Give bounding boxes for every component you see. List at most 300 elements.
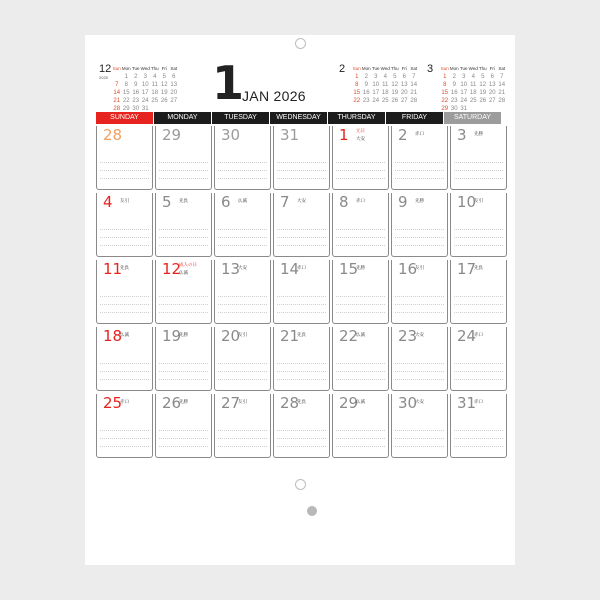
mini-day: 12: [391, 82, 399, 88]
mini-day: 17: [141, 90, 149, 96]
note-line: [100, 162, 149, 163]
note-line: [277, 170, 326, 171]
note-line: [218, 237, 267, 238]
note-line: [336, 229, 385, 230]
mini-week-row: [352, 97, 419, 105]
mini-day: 27: [170, 98, 178, 104]
mini-day: 18: [151, 90, 159, 96]
mini-day: 22: [441, 98, 449, 104]
day-cell[interactable]: [391, 394, 448, 458]
day-number: 9: [398, 193, 408, 211]
note-line: [395, 363, 444, 364]
note-line: [277, 363, 326, 364]
note-line: [336, 237, 385, 238]
note-line: [336, 446, 385, 447]
day-number: 14: [280, 260, 300, 278]
mini-day: 19: [391, 90, 399, 96]
mini-day: 31: [141, 106, 149, 112]
mini-day: 10: [372, 82, 380, 88]
weekday-sunday: SUNDAY: [96, 112, 153, 124]
calendar-page: [85, 35, 515, 565]
mini-day: 23: [362, 98, 370, 104]
day-cell[interactable]: [214, 126, 271, 190]
mini-day: 1: [355, 74, 359, 80]
mini-day: 3: [374, 74, 378, 80]
mini-grid: [352, 65, 419, 105]
note-line: [159, 296, 208, 297]
note-line: [100, 371, 149, 372]
month-title: JAN 2026: [242, 88, 306, 104]
mini-day: 24: [372, 98, 380, 104]
weekday-tuesday: TUESDAY: [212, 112, 269, 124]
day-number: 12: [162, 260, 182, 278]
rokuyo-label: 友引: [238, 332, 247, 337]
mini-day: 22: [122, 98, 130, 104]
hanging-hole: [295, 38, 306, 49]
day-number: 15: [339, 260, 359, 278]
note-line: [100, 296, 149, 297]
note-line: [395, 296, 444, 297]
note-line: [395, 245, 444, 246]
mini-day: 10: [141, 82, 149, 88]
month-number: 1: [212, 56, 245, 110]
weekday-wednesday: WEDNESDAY: [270, 112, 327, 124]
note-line: [159, 162, 208, 163]
note-line: [336, 296, 385, 297]
mini-day: 25: [151, 98, 159, 104]
day-cell[interactable]: [332, 260, 389, 324]
day-cell[interactable]: [214, 260, 271, 324]
mini-day: 28: [410, 98, 418, 104]
rokuyo-label: 先負: [120, 265, 129, 270]
mini-day: 14: [498, 82, 506, 88]
rokuyo-label: 大安: [356, 136, 365, 141]
mini-weekday: Sun: [440, 66, 449, 71]
note-line: [454, 371, 503, 372]
note-line: [159, 312, 208, 313]
rokuyo-label: 赤口: [474, 399, 483, 404]
note-line: [159, 178, 208, 179]
note-line: [336, 371, 385, 372]
mini-day: 4: [153, 74, 157, 80]
mini-day: 26: [391, 98, 399, 104]
rokuyo-label: 友引: [120, 198, 129, 203]
mini-day: 5: [162, 74, 166, 80]
mini-day: 23: [450, 98, 458, 104]
mini-day: 12: [479, 82, 487, 88]
mini-day: 20: [170, 90, 178, 96]
rokuyo-label: 仏滅: [120, 332, 129, 337]
mini-day: 11: [470, 82, 477, 88]
mini-day: 25: [381, 98, 389, 104]
note-line: [218, 245, 267, 246]
day-number: 17: [457, 260, 477, 278]
day-number: 30: [398, 394, 418, 412]
note-line: [395, 178, 444, 179]
day-cell[interactable]: [214, 193, 271, 257]
day-cell[interactable]: [214, 394, 271, 458]
mini-day: 9: [134, 82, 138, 88]
mini-day: 9: [452, 82, 456, 88]
day-cell[interactable]: [155, 394, 212, 458]
day-number: 11: [103, 260, 123, 278]
note-line: [336, 363, 385, 364]
mini-weekday: Tue: [371, 66, 380, 71]
note-line: [218, 229, 267, 230]
rokuyo-label: 先負: [179, 198, 188, 203]
mini-day: 17: [460, 90, 468, 96]
note-line: [277, 304, 326, 305]
note-line: [336, 304, 385, 305]
note-line: [395, 170, 444, 171]
note-line: [454, 430, 503, 431]
note-line: [100, 304, 149, 305]
note-line: [395, 162, 444, 163]
note-line: [277, 245, 326, 246]
day-cell[interactable]: [155, 260, 212, 324]
note-line: [218, 162, 267, 163]
mini-weekday: Mon: [361, 66, 371, 71]
note-line: [277, 312, 326, 313]
note-line: [218, 304, 267, 305]
note-line: [454, 379, 503, 380]
day-number: 7: [280, 193, 290, 211]
mini-day: 2: [452, 74, 456, 80]
day-cell[interactable]: [450, 260, 507, 324]
note-line: [100, 245, 149, 246]
day-cell[interactable]: [214, 327, 271, 391]
mini-weekday: Sat: [170, 66, 178, 71]
day-number: 6: [221, 193, 231, 211]
day-cell[interactable]: [96, 327, 153, 391]
mini-day: 22: [353, 98, 361, 104]
mini-day: 16: [450, 90, 458, 96]
mini-weekday-row: [112, 65, 179, 73]
note-line: [277, 379, 326, 380]
mini-day: 1: [124, 74, 128, 80]
rokuyo-label: 友引: [415, 265, 424, 270]
mini-day: 13: [488, 82, 496, 88]
note-line: [277, 162, 326, 163]
day-cell[interactable]: [450, 394, 507, 458]
note-line: [218, 363, 267, 364]
mini-week-row: [112, 81, 179, 89]
mini-day: [112, 73, 122, 81]
mini-weekday: Tue: [131, 66, 140, 71]
day-number: 13: [221, 260, 241, 278]
mini-weekday: Tue: [459, 66, 468, 71]
note-line: [395, 312, 444, 313]
mini-day: 15: [122, 90, 130, 96]
mini-day: 21: [498, 90, 506, 96]
mini-day: 14: [410, 82, 418, 88]
mini-day: 1: [443, 74, 447, 80]
day-number: 20: [221, 327, 241, 345]
mini-day: 8: [355, 82, 359, 88]
note-line: [395, 371, 444, 372]
note-line: [100, 229, 149, 230]
mini-year: 2025: [99, 75, 108, 80]
note-line: [218, 296, 267, 297]
mini-day: 11: [382, 82, 389, 88]
rokuyo-label: 赤口: [297, 265, 306, 270]
note-line: [218, 446, 267, 447]
mini-day: 23: [132, 98, 140, 104]
month-grid: [96, 126, 509, 464]
mini-day: 21: [113, 98, 121, 104]
mini-day: 20: [400, 90, 408, 96]
day-cell[interactable]: [450, 193, 507, 257]
mini-day: 6: [402, 74, 406, 80]
note-line: [336, 430, 385, 431]
day-number: 25: [103, 394, 123, 412]
note-line: [454, 229, 503, 230]
note-line: [159, 430, 208, 431]
note-line: [100, 170, 149, 171]
week-row: [96, 260, 509, 327]
mini-day: 18: [469, 90, 477, 96]
mini-day: 11: [151, 82, 158, 88]
note-line: [100, 430, 149, 431]
mini-week-row: [440, 73, 507, 81]
day-number: 30: [221, 126, 241, 144]
rokuyo-label: 赤口: [356, 198, 365, 203]
day-cell[interactable]: [332, 327, 389, 391]
mini-day: 10: [460, 82, 468, 88]
mini-day: 30: [132, 106, 140, 112]
note-line: [395, 304, 444, 305]
day-number: 31: [280, 126, 300, 144]
note-line: [395, 229, 444, 230]
day-number: 23: [398, 327, 418, 345]
mini-day: 15: [353, 90, 361, 96]
note-line: [395, 237, 444, 238]
day-cell[interactable]: [96, 193, 153, 257]
mini-day: 8: [443, 82, 447, 88]
note-line: [277, 430, 326, 431]
mini-weekday: Mon: [449, 66, 459, 71]
note-line: [159, 229, 208, 230]
note-line: [100, 237, 149, 238]
rokuyo-label: 先勝: [179, 399, 188, 404]
note-line: [218, 170, 267, 171]
mini-week-row: [352, 73, 419, 81]
mini-weekday: Thu: [150, 66, 159, 71]
day-number: 22: [339, 327, 359, 345]
day-number: 31: [457, 394, 477, 412]
note-line: [277, 371, 326, 372]
day-number: 18: [103, 327, 123, 345]
week-row: [96, 193, 509, 260]
note-line: [218, 371, 267, 372]
weekday-saturday: SATURDAY: [444, 112, 501, 124]
mini-day: 2: [134, 74, 138, 80]
note-line: [336, 245, 385, 246]
mini-month-number: 3: [427, 63, 434, 75]
day-cell[interactable]: [96, 260, 153, 324]
mini-day: 19: [479, 90, 487, 96]
note-line: [100, 438, 149, 439]
mini-weekday-row: [352, 65, 419, 73]
week-row: [96, 327, 509, 394]
mini-day: 24: [141, 98, 149, 104]
note-line: [454, 304, 503, 305]
day-cell[interactable]: [273, 327, 330, 391]
mini-day: 7: [115, 82, 119, 88]
day-number: 27: [221, 394, 241, 412]
note-line: [336, 162, 385, 163]
note-line: [100, 379, 149, 380]
day-cell[interactable]: [273, 394, 330, 458]
rokuyo-label: 赤口: [120, 399, 129, 404]
mini-day: 27: [400, 98, 408, 104]
rokuyo-label: 友引: [238, 399, 247, 404]
day-number: 10: [457, 193, 477, 211]
day-number: 1: [339, 126, 349, 144]
note-line: [100, 312, 149, 313]
mini-day: 4: [471, 74, 475, 80]
note-line: [277, 178, 326, 179]
mini-week-row: [352, 89, 419, 97]
note-line: [454, 245, 503, 246]
day-cell[interactable]: [273, 260, 330, 324]
note-line: [454, 162, 503, 163]
note-line: [277, 237, 326, 238]
day-cell[interactable]: [332, 193, 389, 257]
mini-day: 29: [122, 106, 130, 112]
note-line: [395, 446, 444, 447]
mini-week-row: [440, 81, 507, 89]
note-line: [336, 438, 385, 439]
day-cell[interactable]: [96, 126, 153, 190]
mini-day: 6: [490, 74, 494, 80]
day-number: 4: [103, 193, 113, 211]
day-cell[interactable]: [155, 126, 212, 190]
mini-weekday-row: [440, 65, 507, 73]
rokuyo-label: 仏滅: [238, 198, 247, 203]
note-line: [159, 446, 208, 447]
day-cell[interactable]: [96, 394, 153, 458]
day-number: 28: [103, 126, 123, 144]
weekday-header: [96, 112, 502, 124]
day-cell[interactable]: [332, 126, 389, 190]
mini-day: 16: [132, 90, 140, 96]
note-line: [159, 371, 208, 372]
day-cell[interactable]: [273, 126, 330, 190]
note-line: [159, 304, 208, 305]
mini-day: 21: [410, 90, 418, 96]
day-number: 21: [280, 327, 300, 345]
day-cell[interactable]: [332, 394, 389, 458]
note-line: [100, 446, 149, 447]
mini-weekday: Wed: [140, 66, 150, 71]
note-line: [395, 379, 444, 380]
mini-day: 7: [412, 74, 416, 80]
mini-day: 5: [481, 74, 485, 80]
note-line: [336, 178, 385, 179]
mini-day: 15: [441, 90, 449, 96]
mini-day: 13: [400, 82, 408, 88]
rokuyo-label: 大安: [238, 265, 247, 270]
mini-day: 24: [460, 98, 468, 104]
rokuyo-label: 仏滅: [179, 270, 188, 275]
note-line: [159, 237, 208, 238]
weekday-friday: FRIDAY: [386, 112, 443, 124]
note-line: [454, 296, 503, 297]
note-line: [218, 178, 267, 179]
week-row: [96, 126, 509, 193]
day-cell[interactable]: [155, 193, 212, 257]
rokuyo-label: 大安: [297, 198, 306, 203]
mini-grid: [440, 65, 507, 113]
mini-grid: [112, 65, 179, 113]
mini-weekday: Thu: [390, 66, 399, 71]
rokuyo-label: 友引: [474, 198, 483, 203]
note-line: [454, 178, 503, 179]
day-cell[interactable]: [450, 126, 507, 190]
day-number: 3: [457, 126, 467, 144]
mini-day: 6: [172, 74, 176, 80]
note-line: [395, 430, 444, 431]
day-cell[interactable]: [391, 126, 448, 190]
day-number: 19: [162, 327, 182, 345]
note-line: [277, 446, 326, 447]
note-line: [336, 170, 385, 171]
rokuyo-label: 先負: [474, 265, 483, 270]
rokuyo-label: 先負: [297, 399, 306, 404]
rokuyo-label: 先勝: [415, 198, 424, 203]
day-cell[interactable]: [273, 193, 330, 257]
note-line: [454, 438, 503, 439]
mini-day: 18: [381, 90, 389, 96]
mini-week-row: [352, 81, 419, 89]
note-line: [336, 312, 385, 313]
holiday-label: 成人の日: [179, 262, 197, 267]
day-number: 2: [398, 126, 408, 144]
day-cell[interactable]: [391, 193, 448, 257]
day-cell[interactable]: [155, 327, 212, 391]
note-line: [454, 237, 503, 238]
day-cell[interactable]: [391, 327, 448, 391]
rokuyo-label: 先勝: [179, 332, 188, 337]
mini-weekday: Wed: [380, 66, 390, 71]
rokuyo-label: 先勝: [356, 265, 365, 270]
day-number: 29: [162, 126, 182, 144]
rokuyo-label: 仏滅: [356, 332, 365, 337]
day-number: 16: [398, 260, 418, 278]
note-line: [218, 312, 267, 313]
mini-weekday: Fri: [489, 66, 495, 71]
day-number: 24: [457, 327, 477, 345]
weekday-thursday: THURSDAY: [328, 112, 385, 124]
note-line: [159, 363, 208, 364]
note-line: [454, 312, 503, 313]
mini-week-row: [112, 73, 179, 81]
mini-day: 31: [460, 106, 468, 112]
mini-day: 19: [160, 90, 168, 96]
note-line: [218, 379, 267, 380]
mini-day: 8: [124, 82, 128, 88]
mini-weekday: Mon: [121, 66, 131, 71]
mini-month-number: 12: [99, 63, 112, 75]
day-cell[interactable]: [450, 327, 507, 391]
mini-weekday: Fri: [401, 66, 407, 71]
mini-week-row: [440, 97, 507, 105]
weekday-monday: MONDAY: [154, 112, 211, 124]
note-line: [159, 379, 208, 380]
mini-week-row: [440, 89, 507, 97]
day-cell[interactable]: [391, 260, 448, 324]
